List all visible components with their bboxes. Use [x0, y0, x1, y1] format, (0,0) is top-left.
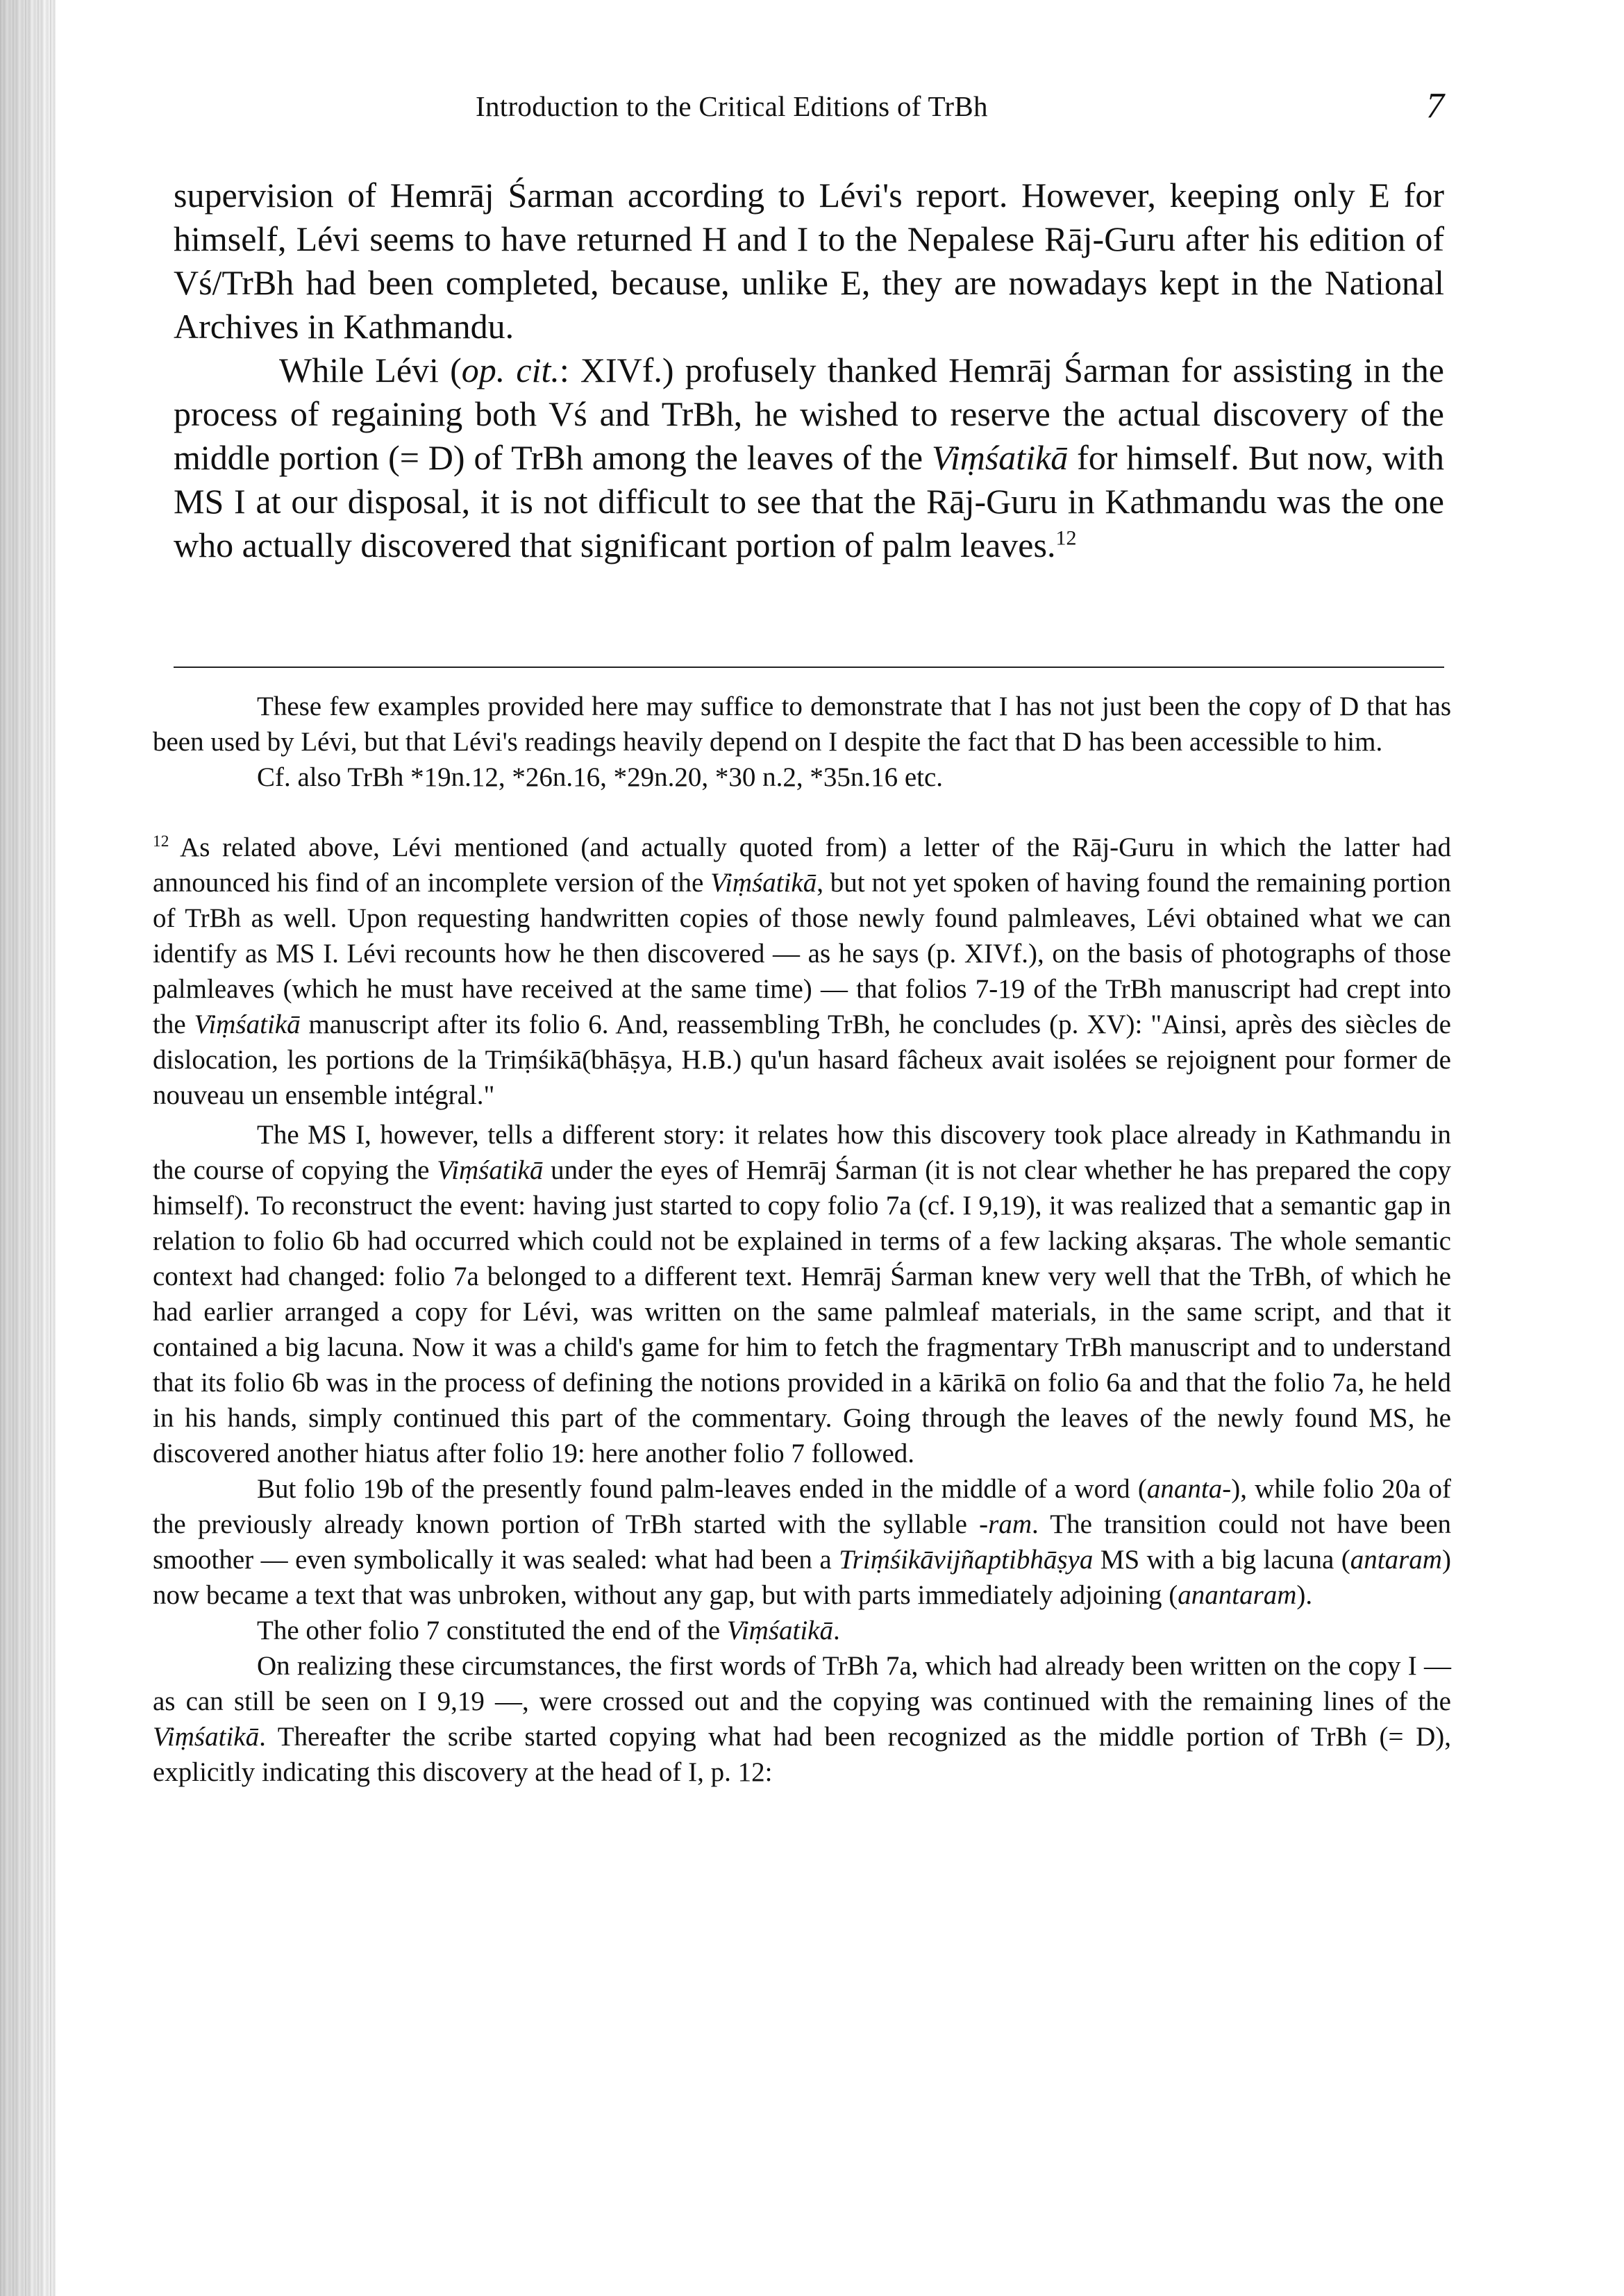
footnote-crossref: Cf. also TrBh *19n.12, *26n.16, *29n.20, *30 n.2, *35n.16 etc. [257, 762, 944, 792]
footnote-12-para-4: The other folio 7 constituted the end of the Viṃśatikā. [257, 1616, 840, 1645]
running-title: Introduction to the Critical Editions of TrBh [476, 90, 988, 122]
page-header [174, 82, 1444, 131]
footnotes [153, 689, 1451, 1790]
main-paragraph-1: supervision of Hemrāj Śarman according to Lévi's report. However, keeping only E for himself, Lévi seems to have returned H and I to the Nepalese Rāj-Guru after his edition of Vś/TrBh had been completed, because, unlike E, they are nowadays kept in the National Archives in Kathmandu. [174, 176, 1444, 346]
main-paragraph-2: While Lévi (op. cit.: XIVf.) profusely thanked Hemrāj Śarman for assisting in the process of regaining both Vś and TrBh, he wished to reserve the actual discovery of the middle portion (= D) of TrBh among the leaves of the Viṃśatikā for himself. But now, with MS I at our disposal, it is not difficult to see that the Rāj-Guru in Kathmandu was the one who actually discovered that significant portion of palm leaves.$^{12}$ [174, 351, 1444, 564]
main-text [174, 174, 1444, 567]
book-binding-shadow [0, 0, 56, 2296]
footnote-rule [174, 667, 1444, 668]
footnote-12-para-3: But folio 19b of the presently found palm-leaves ended in the middle of a word (ananta-), while folio 20a of the previously already known portion of TrBh started with the syllable -ram. The transition could not have been smoother — even symbolically it was sealed: what had been a Triṃśikāvijñaptibhāṣya MS with a big lacuna (antaram) now became a text that was unbroken, without any gap, but with parts immediately adjoining (anantaram). [153, 1474, 1451, 1610]
footnote-number: 12 [153, 832, 169, 850]
footnote-continuation: These few examples provided here may suffice to demonstrate that I has not just been the copy of D that has been used by Lévi, but that Lévi's readings heavily depend on I despite the fact that D has been accessible to him. [153, 692, 1451, 757]
footnote-12-para-5: On realizing these circumstances, the first words of TrBh 7a, which had already been written on the copy I — as can still be seen on I 9,19 —, were crossed out and the copying was continued with the remaining lines of the Viṃśatikā. Thereafter the scribe started copying what had been recognized as the middle portion of TrBh (= D), explicitly indicating this discovery at the head of I, p. 12: [153, 1651, 1451, 1787]
footnote-ref-12: 12 [1055, 526, 1077, 550]
page-number: 7 [1426, 86, 1444, 126]
footnote-12: $^{12}$ As related above, Lévi mentioned (and actually quoted from) a letter of the Rāj-Guru in which the latter had announced his find of an incomplete version of the Viṃśatikā, but not yet spoken of having found the remaining portion of TrBh as well. Upon requesting handwritten copies of those newly found palmleaves, Lévi obtained what we can identify as MS I. Lévi recounts how he then discovered — as he says (p. XIVf.), on the basis of photographs of those palmleaves (which he must have received at the same time) — that folios 7-19 of the TrBh manuscript had crept into the Viṃśatikā manuscript after its folio 6. And, reassembling TrBh, he concludes (p. XV): "Ainsi, après des siècles de dislocation, les portions de la Triṃśikā(bhāṣya, H.B.) qu'un hasard fâcheux avait isolées se rejoignent pour former de nouveau un ensemble intégral." [153, 832, 1452, 1110]
footnote-12-para-2: The MS I, however, tells a different story: it relates how this discovery took place already in Kathmandu in the course of copying the Viṃśatikā under the eyes of Hemrāj Śarman (it is not clear whether he has prepared the copy himself). To reconstruct the event: having just started to copy folio 7a (cf. I 9,19), it was realized that a semantic gap in relation to folio 6b had occurred which could not be explained in terms of a few lacking akṣaras. The whole semantic context had changed: folio 7a belonged to a different text. Hemrāj Śarman knew very well that the TrBh, of which he had earlier arranged a copy for Lévi, was written on the same palmleaf materials, in the same script, and that it contained a big lacuna. Now it was a child's game for him to fetch the fragmentary TrBh manuscript and to understand that its folio 6b was in the process of defining the notions provided in a kārikā on folio 6a and that the folio 7a, he held in his hands, simply continued this part of the commentary. Going through the leaves of the newly found MS, he discovered another hiatus after folio 19: here another folio 7 followed. [153, 1120, 1452, 1468]
